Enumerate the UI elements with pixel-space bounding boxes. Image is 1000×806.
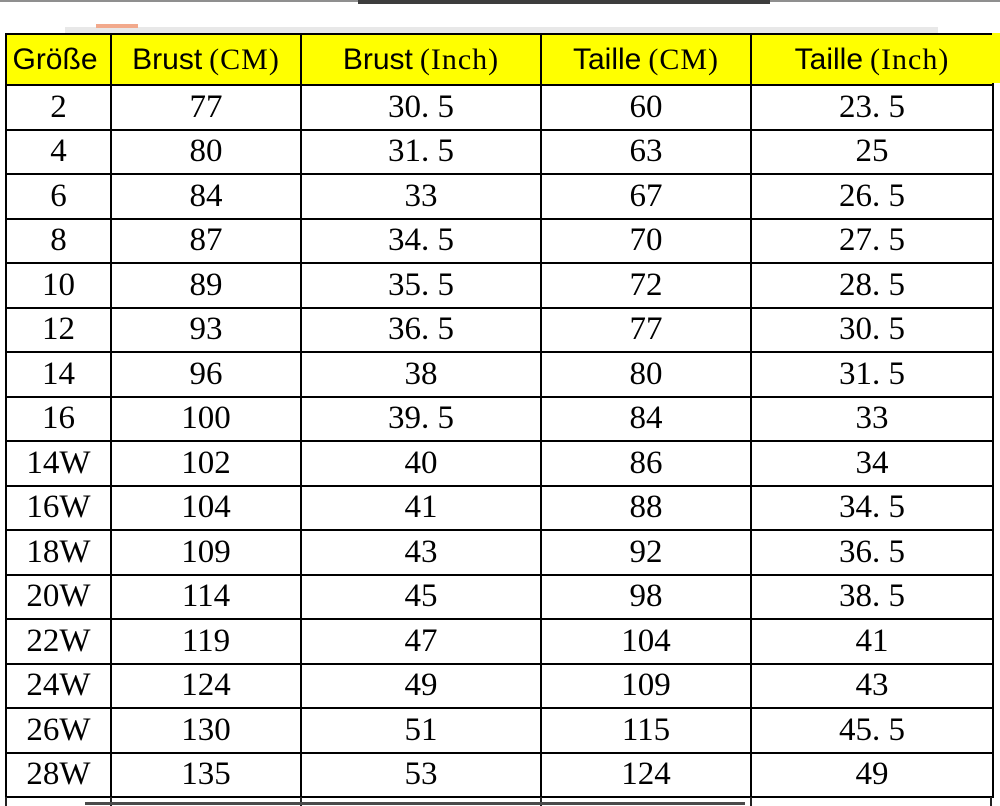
size-chart-table (5, 33, 994, 798)
measurement-cell: 96 (111, 352, 301, 397)
measurement-cell: 34. 5 (751, 486, 993, 531)
table-row (6, 664, 993, 709)
measurement-cell: 34 (751, 441, 993, 486)
measurement-cell: 89 (111, 263, 301, 308)
table-row (6, 174, 993, 219)
header-bust-cm-unit: (CM) (209, 42, 280, 76)
header-waist-inch-label: Taille (794, 42, 864, 76)
table-row (6, 708, 993, 753)
measurement-cell: 38 (301, 352, 541, 397)
measurement-cell: 72 (541, 263, 751, 308)
column-line-stub (990, 797, 992, 806)
column-line-stub (5, 797, 7, 806)
measurement-cell: 23. 5 (751, 85, 993, 130)
measurement-cell: 53 (301, 753, 541, 798)
measurement-cell: 36. 5 (301, 308, 541, 353)
measurement-cell: 92 (541, 530, 751, 575)
header-waist-cm-unit: (CM) (648, 42, 720, 76)
measurement-cell: 84 (111, 174, 301, 219)
size-cell: 16W (6, 486, 111, 531)
size-cell: 20W (6, 575, 111, 620)
measurement-cell: 63 (541, 130, 751, 175)
size-cell: 10 (6, 263, 111, 308)
measurement-cell: 36. 5 (751, 530, 993, 575)
header-bust-inch-label: Brust (342, 42, 413, 76)
measurement-cell: 104 (111, 486, 301, 531)
table-row (6, 619, 993, 664)
header-waist-cm-label: Taille (572, 42, 642, 76)
measurement-cell: 86 (541, 441, 751, 486)
table-row (6, 486, 993, 531)
measurement-cell: 98 (541, 575, 751, 620)
measurement-cell: 100 (111, 397, 301, 442)
table-header-row (6, 34, 993, 85)
header-bust-cm-label: Brust (132, 42, 203, 76)
measurement-cell: 43 (751, 664, 993, 709)
table-row (6, 85, 993, 130)
measurement-cell: 30. 5 (751, 308, 993, 353)
measurement-cell: 41 (751, 619, 993, 664)
measurement-cell: 130 (111, 708, 301, 753)
measurement-cell: 87 (111, 219, 301, 264)
size-cell: 6 (6, 174, 111, 219)
size-cell: 28W (6, 753, 111, 798)
measurement-cell: 41 (301, 486, 541, 531)
table-row (6, 441, 993, 486)
measurement-cell: 31. 5 (301, 130, 541, 175)
size-cell: 22W (6, 619, 111, 664)
measurement-cell: 33 (301, 174, 541, 219)
measurement-cell: 31. 5 (751, 352, 993, 397)
measurement-cell: 39. 5 (301, 397, 541, 442)
bottom-cutoff-line (85, 802, 745, 805)
measurement-cell: 26. 5 (751, 174, 993, 219)
size-cell: 8 (6, 219, 111, 264)
measurement-cell: 35. 5 (301, 263, 541, 308)
measurement-cell: 115 (541, 708, 751, 753)
header-yellow-overflow (992, 33, 1000, 83)
measurement-cell: 135 (111, 753, 301, 798)
measurement-cell: 93 (111, 308, 301, 353)
table-row (6, 397, 993, 442)
measurement-cell: 38. 5 (751, 575, 993, 620)
measurement-cell: 60 (541, 85, 751, 130)
measurement-cell: 33 (751, 397, 993, 442)
measurement-cell: 109 (541, 664, 751, 709)
measurement-cell: 28. 5 (751, 263, 993, 308)
measurement-cell: 77 (541, 308, 751, 353)
table-row (6, 575, 993, 620)
size-cell: 4 (6, 130, 111, 175)
header-size (6, 34, 111, 85)
measurement-cell: 124 (111, 664, 301, 709)
table-row (6, 308, 993, 353)
measurement-cell: 114 (111, 575, 301, 620)
header-bust-cm (111, 34, 301, 85)
measurement-cell: 104 (541, 619, 751, 664)
top-divider-dark-segment (358, 0, 770, 4)
size-cell: 12 (6, 308, 111, 353)
measurement-cell: 84 (541, 397, 751, 442)
measurement-cell: 80 (111, 130, 301, 175)
measurement-cell: 124 (541, 753, 751, 798)
measurement-cell: 40 (301, 441, 541, 486)
measurement-cell: 77 (111, 85, 301, 130)
table-row (6, 352, 993, 397)
header-size-label: Größe (12, 42, 98, 76)
measurement-cell: 45. 5 (751, 708, 993, 753)
header-bust-inch (301, 34, 541, 85)
measurement-cell: 49 (751, 753, 993, 798)
measurement-cell: 102 (111, 441, 301, 486)
measurement-cell: 70 (541, 219, 751, 264)
size-cell: 24W (6, 664, 111, 709)
measurement-cell: 49 (301, 664, 541, 709)
measurement-cell: 67 (541, 174, 751, 219)
table-row (6, 753, 993, 798)
table-row (6, 263, 993, 308)
size-cell: 14 (6, 352, 111, 397)
measurement-cell: 30. 5 (301, 85, 541, 130)
header-waist-inch-unit: (Inch) (870, 42, 950, 76)
column-line-stub (750, 797, 752, 806)
size-cell: 14W (6, 441, 111, 486)
table-row (6, 530, 993, 575)
size-cell: 18W (6, 530, 111, 575)
measurement-cell: 119 (111, 619, 301, 664)
measurement-cell: 45 (301, 575, 541, 620)
header-waist-inch (751, 34, 993, 85)
measurement-cell: 80 (541, 352, 751, 397)
table-body (6, 85, 993, 797)
size-cell: 26W (6, 708, 111, 753)
table-row (6, 219, 993, 264)
measurement-cell: 34. 5 (301, 219, 541, 264)
measurement-cell: 47 (301, 619, 541, 664)
measurement-cell: 25 (751, 130, 993, 175)
size-cell: 2 (6, 85, 111, 130)
header-waist-cm (541, 34, 751, 85)
table-row (6, 130, 993, 175)
measurement-cell: 27. 5 (751, 219, 993, 264)
measurement-cell: 51 (301, 708, 541, 753)
measurement-cell: 43 (301, 530, 541, 575)
header-top-accent-artifact (96, 24, 138, 28)
measurement-cell: 109 (111, 530, 301, 575)
header-bust-inch-unit: (Inch) (419, 42, 500, 76)
measurement-cell: 88 (541, 486, 751, 531)
size-cell: 16 (6, 397, 111, 442)
